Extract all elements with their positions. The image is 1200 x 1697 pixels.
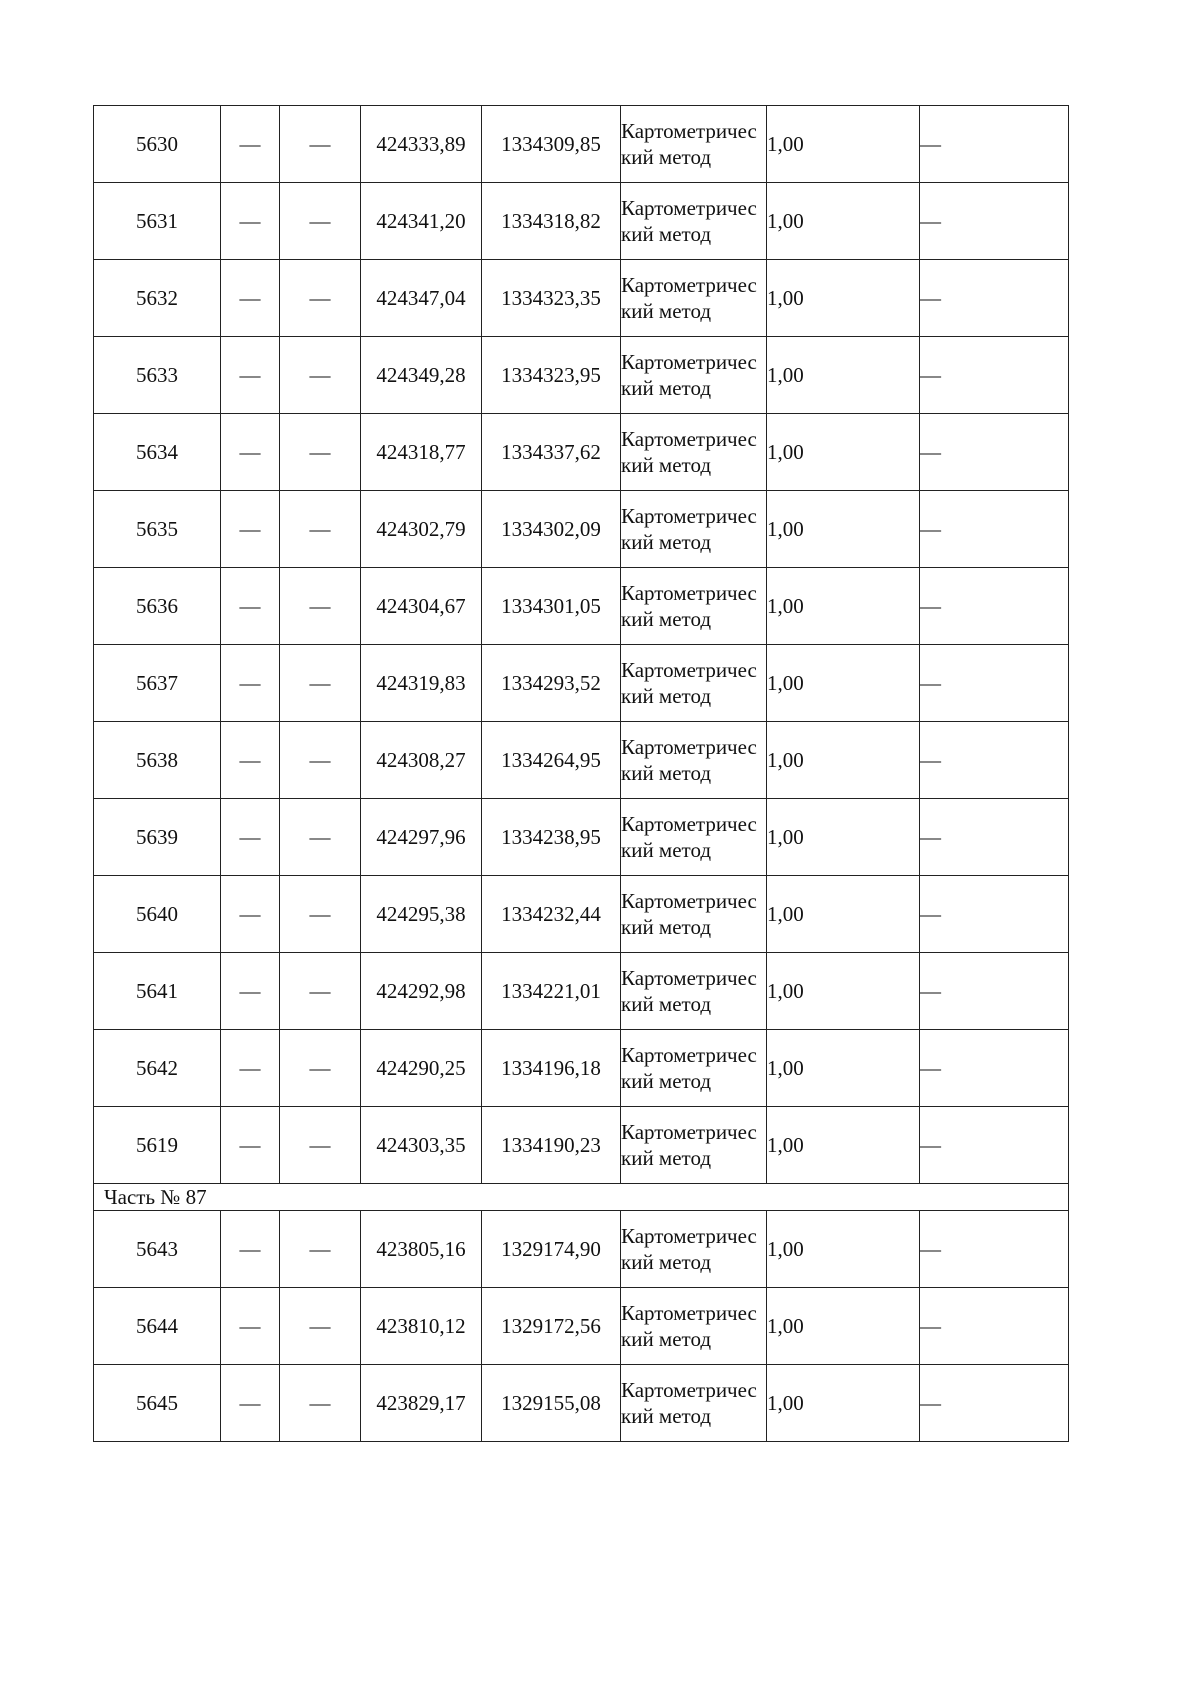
x-coordinate-cell: 424302,79 [361, 491, 482, 568]
point-number-cell: 5644 [94, 1288, 221, 1365]
x-coordinate-cell: 424297,96 [361, 799, 482, 876]
x-coordinate-cell: 424295,38 [361, 876, 482, 953]
method-cell: Картометрический метод [621, 568, 767, 645]
method-cell: Картометрический метод [621, 337, 767, 414]
accuracy-cell: 1,00 [767, 953, 920, 1030]
table-row [94, 722, 1069, 799]
dash-cell: — [280, 568, 361, 645]
accuracy-cell: 1,00 [767, 1211, 920, 1288]
method-cell: Картометрический метод [621, 1030, 767, 1107]
table-row [94, 260, 1069, 337]
point-number-cell: 5640 [94, 876, 221, 953]
method-cell: Картометрический метод [621, 1107, 767, 1184]
dash-cell: — [280, 1107, 361, 1184]
dash-cell: — [920, 337, 1069, 414]
method-cell: Картометрический метод [621, 183, 767, 260]
x-coordinate-cell: 423829,17 [361, 1365, 482, 1442]
x-coordinate-cell: 424290,25 [361, 1030, 482, 1107]
dash-cell: — [920, 1288, 1069, 1365]
method-cell: Картометрический метод [621, 1365, 767, 1442]
point-number-cell: 5634 [94, 414, 221, 491]
accuracy-cell: 1,00 [767, 1107, 920, 1184]
dash-cell: — [221, 260, 280, 337]
method-cell: Картометрический метод [621, 722, 767, 799]
part-label: Часть № 87 [94, 1184, 1069, 1211]
point-number-cell: 5636 [94, 568, 221, 645]
method-cell: Картометрический метод [621, 876, 767, 953]
table-row [94, 491, 1069, 568]
point-number-cell: 5638 [94, 722, 221, 799]
x-coordinate-cell: 424333,89 [361, 106, 482, 183]
y-coordinate-cell: 1334302,09 [482, 491, 621, 568]
method-cell: Картометрический метод [621, 1211, 767, 1288]
dash-cell: — [280, 491, 361, 568]
accuracy-cell: 1,00 [767, 1365, 920, 1442]
table-row [94, 183, 1069, 260]
dash-cell: — [221, 183, 280, 260]
dash-cell: — [280, 876, 361, 953]
x-coordinate-cell: 423810,12 [361, 1288, 482, 1365]
dash-cell: — [280, 1288, 361, 1365]
y-coordinate-cell: 1334301,05 [482, 568, 621, 645]
x-coordinate-cell: 424308,27 [361, 722, 482, 799]
y-coordinate-cell: 1329174,90 [482, 1211, 621, 1288]
table-row [94, 1288, 1069, 1365]
dash-cell: — [221, 106, 280, 183]
y-coordinate-cell: 1334196,18 [482, 1030, 621, 1107]
point-number-cell: 5630 [94, 106, 221, 183]
y-coordinate-cell: 1329172,56 [482, 1288, 621, 1365]
point-number-cell: 5643 [94, 1211, 221, 1288]
dash-cell: — [920, 183, 1069, 260]
accuracy-cell: 1,00 [767, 106, 920, 183]
x-coordinate-cell: 424303,35 [361, 1107, 482, 1184]
y-coordinate-cell: 1334293,52 [482, 645, 621, 722]
table-row [94, 414, 1069, 491]
y-coordinate-cell: 1334337,62 [482, 414, 621, 491]
dash-cell: — [920, 876, 1069, 953]
table-row [94, 337, 1069, 414]
dash-cell: — [221, 1211, 280, 1288]
y-coordinate-cell: 1334221,01 [482, 953, 621, 1030]
dash-cell: — [221, 1107, 280, 1184]
table-row [94, 1211, 1069, 1288]
dash-cell: — [221, 1030, 280, 1107]
point-number-cell: 5632 [94, 260, 221, 337]
y-coordinate-cell: 1334238,95 [482, 799, 621, 876]
point-number-cell: 5633 [94, 337, 221, 414]
dash-cell: — [920, 1030, 1069, 1107]
dash-cell: — [920, 953, 1069, 1030]
x-coordinate-cell: 424304,67 [361, 568, 482, 645]
method-cell: Картометрический метод [621, 260, 767, 337]
dash-cell: — [221, 953, 280, 1030]
x-coordinate-cell: 424347,04 [361, 260, 482, 337]
y-coordinate-cell: 1334309,85 [482, 106, 621, 183]
method-cell: Картометрический метод [621, 799, 767, 876]
table-row [94, 876, 1069, 953]
dash-cell: — [920, 1211, 1069, 1288]
point-number-cell: 5635 [94, 491, 221, 568]
coordinates-table-body [94, 106, 1069, 1442]
dash-cell: — [920, 799, 1069, 876]
dash-cell: — [920, 568, 1069, 645]
dash-cell: — [280, 1365, 361, 1442]
accuracy-cell: 1,00 [767, 568, 920, 645]
dash-cell: — [221, 799, 280, 876]
table-row [94, 953, 1069, 1030]
dash-cell: — [920, 414, 1069, 491]
method-cell: Картометрический метод [621, 106, 767, 183]
accuracy-cell: 1,00 [767, 337, 920, 414]
method-cell: Картометрический метод [621, 491, 767, 568]
point-number-cell: 5619 [94, 1107, 221, 1184]
x-coordinate-cell: 424349,28 [361, 337, 482, 414]
accuracy-cell: 1,00 [767, 799, 920, 876]
dash-cell: — [221, 1288, 280, 1365]
dash-cell: — [280, 106, 361, 183]
table-row [94, 1365, 1069, 1442]
dash-cell: — [920, 1107, 1069, 1184]
accuracy-cell: 1,00 [767, 260, 920, 337]
y-coordinate-cell: 1334264,95 [482, 722, 621, 799]
coordinates-table [93, 105, 1069, 1442]
dash-cell: — [920, 645, 1069, 722]
accuracy-cell: 1,00 [767, 645, 920, 722]
method-cell: Картометрический метод [621, 953, 767, 1030]
method-cell: Картометрический метод [621, 645, 767, 722]
method-cell: Картометрический метод [621, 414, 767, 491]
x-coordinate-cell: 423805,16 [361, 1211, 482, 1288]
accuracy-cell: 1,00 [767, 722, 920, 799]
dash-cell: — [280, 1211, 361, 1288]
dash-cell: — [280, 722, 361, 799]
point-number-cell: 5637 [94, 645, 221, 722]
dash-cell: — [920, 722, 1069, 799]
x-coordinate-cell: 424292,98 [361, 953, 482, 1030]
point-number-cell: 5631 [94, 183, 221, 260]
dash-cell: — [280, 414, 361, 491]
point-number-cell: 5642 [94, 1030, 221, 1107]
point-number-cell: 5645 [94, 1365, 221, 1442]
dash-cell: — [280, 183, 361, 260]
dash-cell: — [280, 1030, 361, 1107]
y-coordinate-cell: 1334323,35 [482, 260, 621, 337]
dash-cell: — [221, 568, 280, 645]
dash-cell: — [221, 414, 280, 491]
y-coordinate-cell: 1334318,82 [482, 183, 621, 260]
dash-cell: — [280, 337, 361, 414]
table-row [94, 645, 1069, 722]
accuracy-cell: 1,00 [767, 414, 920, 491]
accuracy-cell: 1,00 [767, 491, 920, 568]
point-number-cell: 5639 [94, 799, 221, 876]
dash-cell: — [221, 722, 280, 799]
point-number-cell: 5641 [94, 953, 221, 1030]
part-header-row [94, 1184, 1069, 1211]
dash-cell: — [221, 1365, 280, 1442]
dash-cell: — [280, 645, 361, 722]
table-row [94, 799, 1069, 876]
dash-cell: — [280, 953, 361, 1030]
accuracy-cell: 1,00 [767, 1288, 920, 1365]
table-row [94, 568, 1069, 645]
y-coordinate-cell: 1334190,23 [482, 1107, 621, 1184]
method-cell: Картометрический метод [621, 1288, 767, 1365]
x-coordinate-cell: 424341,20 [361, 183, 482, 260]
dash-cell: — [920, 260, 1069, 337]
dash-cell: — [221, 491, 280, 568]
x-coordinate-cell: 424319,83 [361, 645, 482, 722]
y-coordinate-cell: 1334232,44 [482, 876, 621, 953]
table-row [94, 1030, 1069, 1107]
accuracy-cell: 1,00 [767, 1030, 920, 1107]
table-row [94, 1107, 1069, 1184]
accuracy-cell: 1,00 [767, 876, 920, 953]
dash-cell: — [280, 260, 361, 337]
accuracy-cell: 1,00 [767, 183, 920, 260]
dash-cell: — [221, 337, 280, 414]
dash-cell: — [280, 799, 361, 876]
table-row [94, 106, 1069, 183]
dash-cell: — [920, 491, 1069, 568]
y-coordinate-cell: 1329155,08 [482, 1365, 621, 1442]
y-coordinate-cell: 1334323,95 [482, 337, 621, 414]
dash-cell: — [920, 1365, 1069, 1442]
dash-cell: — [920, 106, 1069, 183]
dash-cell: — [221, 876, 280, 953]
x-coordinate-cell: 424318,77 [361, 414, 482, 491]
dash-cell: — [221, 645, 280, 722]
